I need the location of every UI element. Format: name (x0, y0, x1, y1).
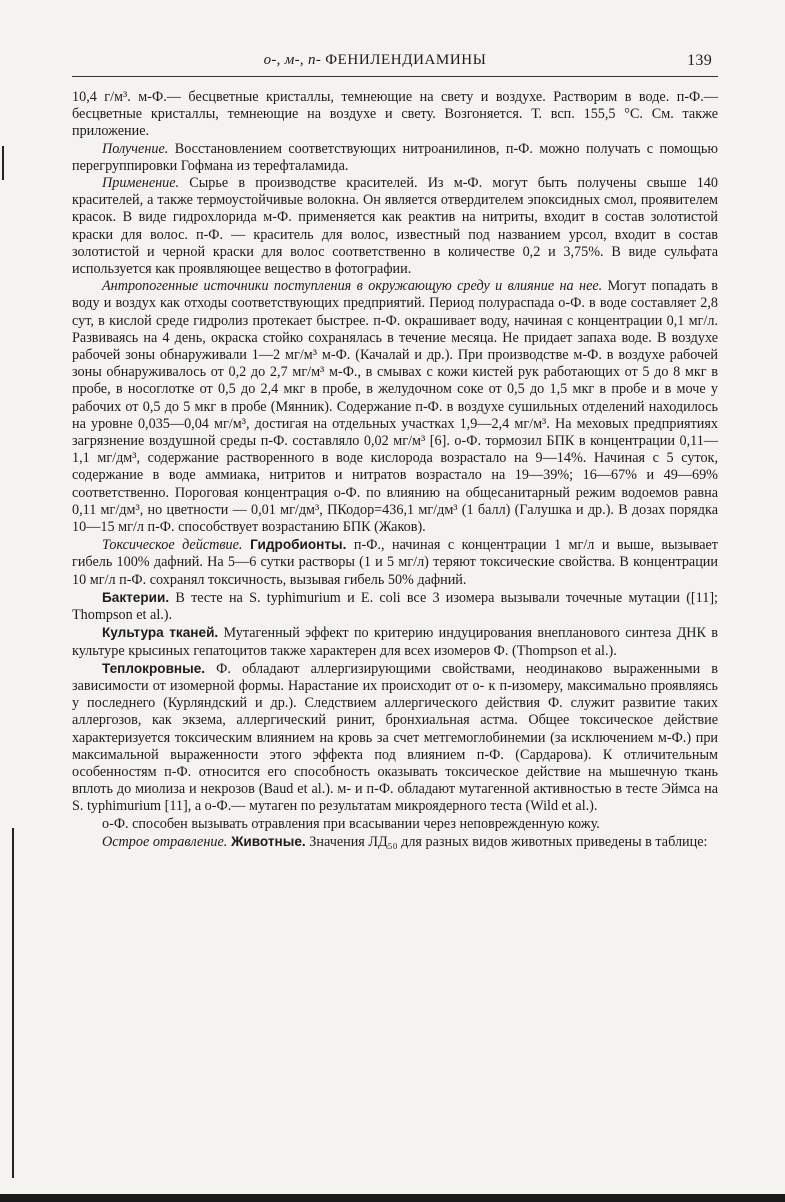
paragraph-text: о-Ф. способен вызывать отравления при всасывании через неповрежденную кожу. (102, 815, 600, 832)
section-label: Получение. (102, 140, 169, 157)
paragraph (72, 175, 718, 278)
scan-margin-mark (12, 828, 14, 1178)
scan-margin-mark (2, 146, 4, 180)
paragraph-text: Мутагенный эффект по критерию индуцирования внепланового синтеза ДНК в культуре крысиных гепатоцитов также характерен для всех изомеров Ф. (Thompson et al.). (72, 625, 718, 659)
paragraph-text: В тесте на S. typhimurium и E. coli все 3 изомера вызывали точечные мутации ([11]; Thompson et al.). (72, 589, 718, 624)
paragraph-text: п-Ф., начиная с концентрации 1 мг/л и выше, вызывает гибель 100% дафний. На 5—6 сутки растворы (1 и 5 мг/л) теряют токсические свойства. В концентрации 10 мг/л п-Ф. сохранял токсичность, вызывая гибель 50% дафний. (72, 537, 718, 588)
paragraph-text: 10,4 г/м³. м-Ф.— бесцветные кристаллы, темнеющие на свету и воздухе. Растворим в воде. п-Ф.— бесцветные кристаллы, темнеющие на воздухе и свету. Возгоняется. Т. всп. 155,5 °С. См. также приложение. (72, 89, 718, 140)
paragraph (72, 816, 718, 833)
paragraph (72, 589, 718, 624)
paragraph (72, 141, 718, 175)
subsection-label: Теплокровные. (102, 660, 206, 676)
paragraph-text: Могут попадать в воду и воздух как отходы соответствующих предприятий. Период полураспада о-Ф. в воде составляет 2,8 сут, в кислой среде гидролиз протекает быстрее. п-Ф. окрашивает воду, начиная с концентрации 0,1 мг/л. Развиваясь на 4 день, окраска стойко сохранялась в течение месяца. Не придает запаха воде. В воздухе рабочей зоны обнаруживали 1—2 мг/м³ м-Ф. (Качалай и др.). При производстве м-Ф. в воздухе рабочей зоны обнаруживалось от 0,2 до 2,7 мг/м³ м-Ф., в смывах с кожи кистей рук работающих от 5 до 8 мкг в пробе, в носоглотке от 0,5 до 2,4 мкг в пробе, в желудочном соке от 0,5 до 1,5 мкг в пробе и в моче у рабочих от 0,5 до 5 мкг в пробе (Мянник). Содержание п-Ф. в воздухе сушильных отделений находилось на уровне 0,035—0,04 мг/м³, достигая на отдельных участках 1,9—2,4 мг/м³. На меховых предприятиях загрязнение воздушной среды п-Ф. составляло 0,02 мг/м³ [6]. о-Ф. тормозил БПК в концентрации 0,11—1,1 мг/дм³, содержание растворенного в воде кислорода возрастало на 9—14%. Начиная с 5 суток, содержание в воде аммиака, нитритов и нитратов возрастало на 19—39%; 16—67% и 49—69% соответственно. Пороговая концентрация о-Ф. по влиянию на общесанитарный режим водоемов равна 0,11 мг/дм³, но цветности — 0,01 мг/дм³, ПКодор=436,1 мг/дм³ (1 балл) (Галушка и др.). В дозах порядка 10—15 мг/л п-Ф. способствует возрастанию БПК (Жаков). (72, 278, 718, 536)
paragraph (72, 278, 718, 536)
page-number: 139 (687, 52, 712, 69)
paragraph-text: Значения ЛД₅₀ для разных видов животных приведены в таблице: (305, 833, 708, 850)
body-text (72, 89, 718, 851)
scan-bottom-edge (0, 1194, 785, 1202)
running-title-main: ФЕНИЛЕНДИАМИНЫ (325, 52, 487, 68)
subsection-label: Бактерии. (102, 589, 170, 605)
paragraph (72, 660, 718, 816)
subsection-label: Культура тканей. (102, 625, 219, 641)
subsection-label: Животные. (227, 833, 306, 849)
running-header (72, 50, 718, 77)
paragraph (72, 536, 718, 589)
running-title (72, 52, 678, 69)
paragraph (72, 833, 718, 851)
paragraph (72, 624, 718, 659)
document-page (72, 50, 718, 851)
paragraph-text: Ф. обладают аллергизирующими свойствами, неодинаково выраженными в зависимости от изомерной формы. Нарастание их происходит от о- к п-изомеру, максимально проявляясь у последнего (Курляндский и др.). Следствием аллергического действия Ф. служит развитие таких аллергозов, как экзема, аллергический ринит, бронхиальная астма. Общее токсическое действие характеризуется токсическим влиянием на кровь за счет метгемоглобинемии (за исключением м-Ф.) при максимальной выраженности этого эффекта под влиянием п-Ф. (Сардарова). К отличительным особенностям п-Ф. относится его способность оказывать токсическое действие на мышечную ткань вплоть до миолиза и некрозов (Baud et al.). м- и п-Ф. обладают мутагенной активностью в тесте Эймса на S. typhimurium [11], а о-Ф.— мутаген по результатам микроядерного теста (Wild et al.). (72, 660, 718, 815)
section-label: Антропогенные источники поступления в окружающую среду и влияние на нее. (102, 278, 603, 295)
running-title-prefix: о-, м-, п- (263, 52, 322, 68)
subsection-label: Гидробионты. (242, 537, 347, 553)
section-label: Токсическое действие. (102, 537, 243, 554)
paragraph-text: Восстановлением соответствующих нитроанилинов, п-Ф. можно получать с помощью перегруппировки Гофмана из терефталамида. (72, 140, 718, 174)
section-label: Острое отравление. (102, 833, 228, 850)
paragraph-text: Сырье в производстве красителей. Из м-Ф. могут быть получены свыше 140 красителей, а также термоустойчивые волокна. Он является отвердителем эпоксидных смол, проявителем красок. В виде гидрохлорида м-Ф. применяется как реактив на нитриты, входит в состав золотистой краски для волос. п-Ф. — краситель для волос, известный под названием урсол, входит в состав золотистой и черной краски для волос соответственно в количестве 0,2 и 3,75%. В виде сульфата используется как проявляющее вещество в фотографии. (72, 175, 718, 278)
section-label: Применение. (102, 175, 180, 192)
paragraph (72, 89, 718, 141)
